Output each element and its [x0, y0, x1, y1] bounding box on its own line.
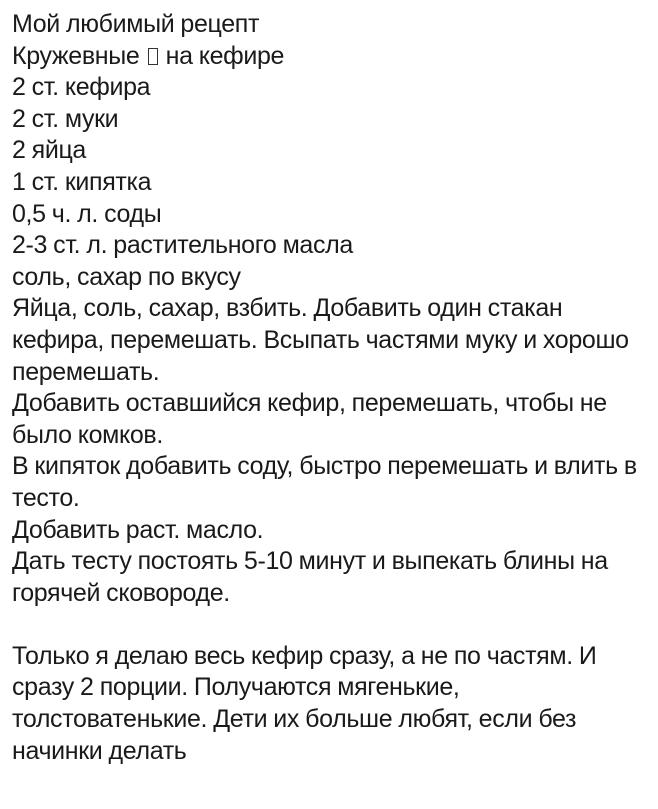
post-heading: Мой любимый рецепт: [12, 10, 260, 38]
ingredient-item: 0,5 ч. л. соды: [12, 199, 162, 228]
missing-emoji-icon: [148, 48, 158, 65]
ingredient-item: 1 ст. кипятка: [12, 167, 152, 196]
recipe-step: Добавить оставшийся кефир, перемешать, чтобы не было комков.: [12, 389, 607, 449]
paragraph-gap: [12, 609, 650, 641]
ingredient-item: 2 ст. кефира: [12, 73, 151, 102]
ingredient-item: 2 ст. муки: [12, 104, 119, 133]
ingredient-item: 2-3 ст. л. растительного масла: [12, 231, 353, 260]
recipe-step: В кипяток добавить соду, быстро перемешать и влить в тесто.: [12, 452, 637, 512]
recipe-title: [12, 41, 650, 73]
recipe-step: Дать тесту постоять 5-10 минут и выпекать блины на горячей сковороде.: [12, 547, 608, 607]
recipe-title-end: на кефире: [165, 41, 285, 70]
author-note: Только я делаю весь кефир сразу, а не по частям. И сразу 2 порции. Получаются мягенькие, толстоватенькие. Дети их больше любят, если без начинки делать: [12, 641, 597, 765]
ingredient-item: 2 яйца: [12, 136, 86, 165]
ingredient-item: соль, сахар по вкусу: [12, 262, 241, 291]
recipe-step: Добавить раст. масло.: [12, 515, 264, 544]
recipe-title-start: Кружевные: [12, 41, 140, 70]
recipe-step: Яйца, соль, сахар, взбить. Добавить один стакан кефира, перемешать. Всыпать частями муку и хорошо перемешать.: [12, 294, 629, 386]
